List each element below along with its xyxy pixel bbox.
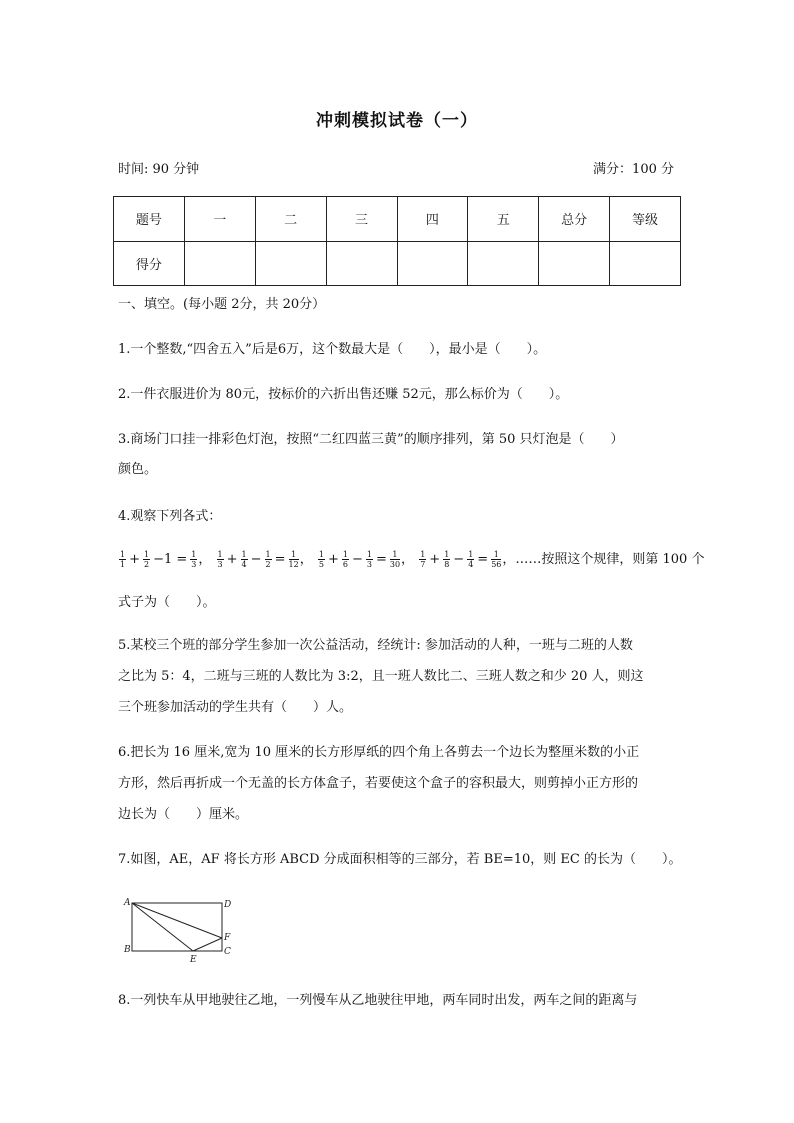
fraction: $\frac{1}{56}$ [491, 550, 502, 569]
section-heading: 一、填空。(每小题 2分，共 20分） [118, 297, 326, 312]
header-cell: 五 [468, 197, 539, 242]
question-3-line-2: 颜色。 [118, 462, 158, 477]
question-5-line-2: 之比为 5：4，二班与三班的人数比为 3:2，且一班人数比二、三班人数之和少 20 人，则这 [118, 669, 644, 684]
full-score: 满分：100 分 [593, 162, 674, 177]
segment-ef [193, 938, 222, 951]
fraction: $\frac{1}{1}$ [120, 550, 126, 569]
score-cell[interactable] [255, 241, 326, 286]
question-1: 1.一个整数,“四舍五入”后是6万，这个数最大是（ ），最小是（ ）。 [118, 342, 547, 357]
score-table [113, 196, 681, 286]
fraction: $\frac{1}{3}$ [217, 550, 223, 569]
fraction: $\frac{1}{3}$ [191, 550, 197, 569]
header-cell: 总分 [539, 197, 610, 242]
question-6-line-2: 方形，然后再折成一个无盖的长方体盒子，若要使这个盒子的容积最大，则剪掉小正方形的 [118, 776, 639, 791]
question-6-line-1: 6.把长为 16 厘米,宽为 10 厘米的长方形厚纸的四个角上各剪去一个边长为整厘米数的小正 [118, 745, 640, 760]
fraction: $\frac{1}{2}$ [144, 550, 150, 569]
header-cell: 等级 [610, 197, 681, 242]
question-6-line-3: 边长为（ ）厘米。 [118, 807, 249, 822]
label-d: D [224, 900, 232, 910]
question-7: 7.如图，AE，AF 将长方形 ABCD 分成面积相等的三部分，若 BE=10，则 EC 的长为（ ）。 [118, 852, 682, 867]
label-f: F [224, 933, 231, 943]
segment-ae [132, 903, 193, 951]
label-e: E [190, 955, 197, 965]
fraction: $\frac{1}{2}$ [265, 550, 271, 569]
fraction: $\frac{1}{8}$ [444, 550, 450, 569]
question-4-intro: 4.观察下列各式： [118, 509, 222, 524]
score-cell[interactable] [326, 241, 397, 286]
fraction: $\frac{1}{4}$ [241, 550, 247, 569]
fraction: $\frac{1}{12}$ [288, 550, 299, 569]
header-cell: 一 [184, 197, 255, 242]
label-a: A [124, 898, 131, 908]
question-4-line-2: 式子为（ ）。 [118, 595, 216, 610]
question-2: 2.一件衣服进价为 80元，按标价的六折出售还赚 52元，那么标价为（ ）。 [118, 387, 569, 402]
header-cell: 二 [255, 197, 326, 242]
segment-af [132, 903, 222, 938]
time-limit: 时间: 90 分钟 [118, 162, 200, 177]
row-label: 得分 [114, 241, 185, 286]
fraction: $\frac{1}{4}$ [468, 550, 474, 569]
rectangle-abcd-figure [118, 893, 248, 968]
question-4-formula-line: $\frac{1}{1}$ + $\frac{1}{2}$ −1 = $\frac{1}{3}$ ， $\frac{1}{3}$ + $\frac{1}{4}$ − $\frac{1}{2}$ = $\frac{1}{12}$ ， $\frac{1}{5}$ + $\frac{1}{6}$ − $\frac{1}{3}$ = $\frac{1}{30}$ ， $\frac{1}{7}$ + $\frac{1}{8}$ − $\frac{1}{4}$ = $\frac{1}{56}$ ，……按照这个规律，则第 100 个 [120, 550, 705, 569]
header-cell: 四 [397, 197, 468, 242]
question-8-line-1: 8.一列快车从甲地驶往乙地，一列慢车从乙地驶往甲地，两车同时出发，两车之间的距离与 [118, 993, 638, 1008]
question-5-line-1: 5.某校三个班的部分学生参加一次公益活动，经统计: 参加活动的人种，一班与二班的人数 [118, 638, 633, 653]
fraction: $\frac{1}{30}$ [389, 550, 401, 569]
fraction: $\frac{1}{3}$ [366, 550, 372, 569]
score-table-score-row [114, 241, 681, 286]
header-cell: 题号 [114, 197, 185, 242]
score-cell[interactable] [610, 241, 681, 286]
question-3-line-1: 3.商场门口挂一排彩色灯泡，按照“二红四蓝三黄”的顺序排列，第 50 只灯泡是（ ） [118, 432, 624, 447]
fraction: $\frac{1}{5}$ [318, 550, 324, 569]
score-cell[interactable] [468, 241, 539, 286]
score-cell[interactable] [184, 241, 255, 286]
label-b: B [124, 945, 131, 955]
label-c: C [224, 947, 231, 957]
fraction: $\frac{1}{6}$ [342, 550, 348, 569]
score-cell[interactable] [539, 241, 610, 286]
header-cell: 三 [326, 197, 397, 242]
fraction: $\frac{1}{7}$ [420, 550, 426, 569]
score-table-header-row [114, 197, 681, 242]
score-cell[interactable] [397, 241, 468, 286]
question-5-line-3: 三个班参加活动的学生共有（ ）人。 [118, 700, 353, 715]
page-title: 冲刺模拟试卷（一） [316, 111, 478, 131]
